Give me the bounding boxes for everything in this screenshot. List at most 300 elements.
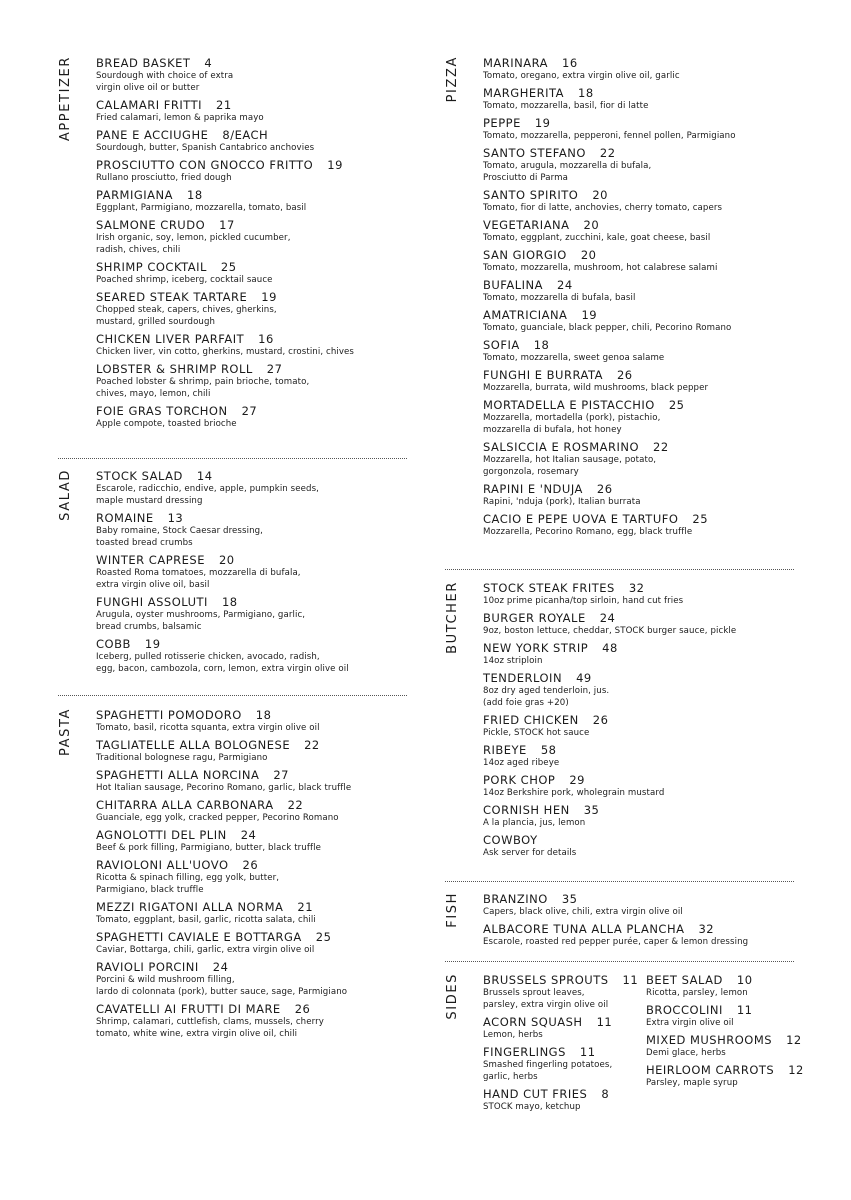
menu-item-price: 12 [788, 1063, 804, 1077]
menu-item-heading [96, 98, 416, 112]
section-butcher [445, 581, 805, 871]
section-pizza [445, 56, 805, 561]
menu-item-description: A la plancia, jus, lemon [483, 818, 586, 828]
menu-item-name: RAVIOLONI ALL'UOVO [96, 858, 229, 872]
menu-item-heading [96, 260, 416, 274]
menu-item-name: RIBEYE [483, 743, 527, 757]
menu-item [96, 56, 416, 94]
menu-item-heading [483, 116, 813, 130]
menu-item-description: Mozzarella, mortadella (pork), pistachio, mozzarella di bufala, hot honey [483, 413, 661, 435]
menu-item-heading [483, 611, 813, 625]
menu-item-price: 21 [216, 98, 232, 112]
menu-item-name: BEET SALAD [646, 973, 723, 987]
menu-item-heading [483, 892, 813, 906]
menu-item [96, 469, 416, 507]
menu-item [96, 900, 416, 926]
section-divider [58, 695, 407, 696]
menu-item [96, 260, 416, 286]
menu-item-name: SANTO STEFANO [483, 146, 586, 160]
menu-item [483, 773, 813, 799]
menu-item-heading [96, 362, 416, 376]
menu-item-description: 10oz prime picanha/top sirloin, hand cut fries [483, 596, 684, 606]
menu-item [483, 338, 813, 364]
menu-item-description: Porcini & wild mushroom filling, lardo di colonnata (pork), butter sauce, sage, Parmigiano [96, 975, 348, 997]
menu-item-price: 20 [218, 553, 235, 567]
menu-item-name: COBB [96, 637, 131, 651]
menu-item-heading [483, 440, 813, 454]
menu-item-heading [483, 581, 813, 595]
menu-item-heading [96, 511, 416, 525]
menu-item-price: 19 [327, 158, 343, 172]
menu-item-price: 48 [602, 641, 618, 655]
menu-item-description: Ask server for details [483, 848, 577, 858]
menu-item [483, 973, 648, 1011]
menu-item-heading [96, 595, 416, 609]
menu-item-price: 26 [616, 368, 633, 382]
menu-item [483, 803, 813, 829]
menu-item [483, 188, 813, 214]
section-salad [58, 469, 408, 689]
menu-item-price: 26 [294, 1002, 311, 1016]
menu-item [483, 1015, 648, 1041]
menu-item-price: 19 [581, 308, 598, 322]
menu-item-description: Tomato, eggplant, basil, garlic, ricotta salata, chili [96, 915, 316, 925]
menu-item-description: Tomato, basil, ricotta squanta, extra virgin olive oil [96, 723, 320, 733]
menu-item-description: Chicken liver, vin cotto, gherkins, mustard, crostini, chives [96, 347, 355, 357]
section-title: BUTCHER [445, 581, 460, 654]
item-list [96, 469, 416, 679]
menu-item-name: MEZZI RIGATONI ALLA NORMA [96, 900, 284, 914]
menu-item [96, 218, 416, 256]
menu-item [96, 738, 416, 764]
menu-item-heading [96, 158, 416, 172]
menu-item-name: MARGHERITA [483, 86, 564, 100]
menu-item-description: Poached shrimp, iceberg, cocktail sauce [96, 275, 273, 285]
menu-item-heading [483, 512, 813, 526]
item-list [96, 708, 416, 1044]
menu-item [96, 1002, 416, 1040]
menu-item-heading [483, 833, 813, 847]
menu-item-price: 22 [287, 798, 304, 812]
menu-item [96, 362, 416, 400]
menu-item-heading [96, 858, 416, 872]
menu-item [483, 56, 813, 82]
menu-item-price: 18 [221, 595, 238, 609]
menu-item-heading [96, 798, 416, 812]
menu-item-description: Poached lobster & shrimp, pain brioche, tomato, chives, mayo, lemon, chili [96, 377, 310, 399]
section-title: PIZZA [445, 56, 460, 103]
menu-item [96, 553, 416, 591]
menu-item-description: Beef & pork filling, Parmigiano, butter, black truffle [96, 843, 321, 853]
menu-item-name: SPAGHETTI POMODORO [96, 708, 242, 722]
section-divider [58, 458, 407, 459]
menu-item-price: 13 [167, 511, 184, 525]
menu-item [96, 290, 416, 328]
menu-item-name: BREAD BASKET [96, 56, 191, 70]
menu-item-price: 26 [592, 713, 609, 727]
menu-item [483, 641, 813, 667]
menu-item [96, 595, 416, 633]
menu-item-price: 26 [242, 858, 259, 872]
menu-item-heading [96, 708, 416, 722]
menu-item-heading [96, 900, 416, 914]
menu-item-heading [646, 1063, 811, 1077]
menu-item-description: Smashed fingerling potatoes, garlic, herbs [483, 1060, 613, 1082]
menu-item [483, 892, 813, 918]
menu-item-heading [483, 1087, 648, 1101]
menu-item [646, 1033, 811, 1059]
menu-item-price: 24 [212, 960, 229, 974]
menu-item [96, 858, 416, 896]
menu-item-name: SANTO SPIRITO [483, 188, 579, 202]
menu-item [483, 218, 813, 244]
menu-item [646, 1063, 811, 1089]
menu-item-name: SPAGHETTI CAVIALE E BOTTARGA [96, 930, 302, 944]
menu-item-price: 14 [196, 469, 213, 483]
menu-item [96, 828, 416, 854]
menu-item-description: Demi glace, herbs [646, 1048, 726, 1058]
menu-item-price: 22 [653, 440, 669, 454]
menu-item-heading [483, 368, 813, 382]
menu-item-description: Brussels sprout leaves, parsley, extra virgin olive oil [483, 988, 609, 1010]
menu-item-description: Tomato, fior di latte, anchovies, cherry tomato, capers [483, 203, 723, 213]
menu-item-name: MORTADELLA E PISTACCHIO [483, 398, 655, 412]
menu-item-description: 14oz Berkshire pork, wholegrain mustard [483, 788, 665, 798]
menu-item-name: LOBSTER & SHRIMP ROLL [96, 362, 253, 376]
menu-item-description: Capers, black olive, chili, extra virgin olive oil [483, 907, 683, 917]
menu-item-name: FOIE GRAS TORCHON [96, 404, 228, 418]
menu-item [96, 798, 416, 824]
menu-item-price: 22 [599, 146, 616, 160]
menu-item-name: FINGERLINGS [483, 1045, 566, 1059]
menu-item-description: Guanciale, egg yolk, cracked pepper, Pecorino Romano [96, 813, 339, 823]
menu-item-description: 14oz aged ribeye [483, 758, 560, 768]
menu-item-heading [483, 146, 813, 160]
section-sides [445, 973, 805, 1123]
menu-item-name: COWBOY [483, 833, 538, 847]
menu-item [483, 440, 813, 478]
menu-item [96, 128, 416, 154]
menu-item [483, 1087, 648, 1113]
menu-item-heading [96, 960, 416, 974]
menu-item-description: Lemon, herbs [483, 1030, 543, 1040]
menu-item-price: 18 [533, 338, 550, 352]
menu-item [483, 581, 813, 607]
menu-item-heading [483, 338, 813, 352]
menu-item-price: 27 [266, 362, 283, 376]
menu-item-description: Tomato, mozzarella, mushroom, hot calabrese salami [483, 263, 718, 273]
menu-item [483, 278, 813, 304]
menu-item-heading [96, 218, 416, 232]
menu-item-price: 35 [561, 892, 578, 906]
menu-item-price: 24 [599, 611, 616, 625]
section-pasta [58, 708, 408, 1068]
menu-item-description: Tomato, mozzarella, pepperoni, fennel pollen, Parmigiano [483, 131, 736, 141]
menu-item-price: 20 [592, 188, 608, 202]
menu-item-description: Mozzarella, hot Italian sausage, potato, gorgonzola, rosemary [483, 455, 657, 477]
menu-item-description: Ricotta & spinach filling, egg yolk, butter, Parmigiano, black truffle [96, 873, 280, 895]
menu-item-description: Irish organic, soy, lemon, pickled cucumber, radish, chives, chili [96, 233, 291, 255]
menu-item-name: RAPINI E 'NDUJA [483, 482, 583, 496]
menu-item-heading [646, 1033, 811, 1047]
menu-item-price: 25 [692, 512, 709, 526]
section-divider [445, 961, 794, 962]
menu-item [483, 308, 813, 334]
menu-item [96, 960, 416, 998]
menu-item-name: SALMONE CRUDO [96, 218, 206, 232]
menu-item-description: Rapini, 'nduja (pork), Italian burrata [483, 497, 641, 507]
menu-item-heading [96, 332, 416, 346]
menu-item-price: 11 [622, 973, 639, 987]
menu-item-description: Mozzarella, burrata, wild mushrooms, black pepper [483, 383, 709, 393]
menu-item-price: 18 [255, 708, 272, 722]
menu-item-price: 20 [580, 248, 597, 262]
menu-item-description: STOCK mayo, ketchup [483, 1102, 581, 1112]
menu-item-name: CHICKEN LIVER PARFAIT [96, 332, 245, 346]
menu-item-name: SOFIA [483, 338, 520, 352]
menu-item-heading [96, 56, 416, 70]
menu-item-heading [96, 1002, 416, 1016]
menu-item-heading [483, 482, 813, 496]
menu-item-description: Escarole, radicchio, endive, apple, pumpkin seeds, maple mustard dressing [96, 484, 319, 506]
menu-item-price: 26 [596, 482, 613, 496]
menu-item-price: 27 [273, 768, 289, 782]
menu-item-price: 25 [315, 930, 332, 944]
menu-item [96, 637, 416, 675]
menu-item [483, 512, 813, 538]
menu-item-heading [483, 1015, 648, 1029]
menu-item-heading [96, 768, 416, 782]
menu-item-name: FUNGHI ASSOLUTI [96, 595, 208, 609]
menu-item-description: Pickle, STOCK hot sauce [483, 728, 590, 738]
menu-item-price: 18 [187, 188, 203, 202]
menu-item-description: Sourdough with choice of extra virgin olive oil or butter [96, 71, 234, 93]
menu-item-name: CALAMARI FRITTI [96, 98, 202, 112]
menu-item-description: Escarole, roasted red pepper purée, caper & lemon dressing [483, 937, 749, 947]
menu-item-heading [96, 290, 416, 304]
menu-item-heading [483, 773, 813, 787]
menu-item-description: Tomato, oregano, extra virgin olive oil, garlic [483, 71, 680, 81]
menu-item-name: TAGLIATELLE ALLA BOLOGNESE [96, 738, 291, 752]
menu-item-heading [483, 248, 813, 262]
menu-item-price: 12 [786, 1033, 802, 1047]
menu-item-price: 19 [534, 116, 551, 130]
menu-item-price: 25 [668, 398, 685, 412]
item-list [483, 892, 813, 952]
menu-item-description: Tomato, guanciale, black pepper, chili, Pecorino Romano [483, 323, 732, 333]
menu-item-price: 32 [628, 581, 645, 595]
menu-item-description: Ricotta, parsley, lemon [646, 988, 748, 998]
menu-item-price: 27 [241, 404, 258, 418]
menu-item-price: 8 [601, 1087, 610, 1101]
menu-item-name: MARINARA [483, 56, 549, 70]
menu-item [483, 713, 813, 739]
item-list [96, 56, 416, 434]
menu-item-price: 20 [583, 218, 600, 232]
menu-item-heading [96, 128, 416, 142]
menu-item [483, 398, 813, 436]
menu-item-price: 25 [220, 260, 237, 274]
menu-item-name: PORK CHOP [483, 773, 556, 787]
menu-item-name: NEW YORK STRIP [483, 641, 589, 655]
menu-item-name: STOCK STEAK FRITES [483, 581, 615, 595]
menu-item-heading [483, 308, 813, 322]
menu-item-name: WINTER CAPRESE [96, 553, 205, 567]
menu-item-price: 32 [698, 922, 715, 936]
menu-item [96, 188, 416, 214]
menu-item-name: RAVIOLI PORCINI [96, 960, 199, 974]
menu-item-name: BURGER ROYALE [483, 611, 586, 625]
menu-item-description: Sourdough, butter, Spanish Cantabrico anchovies [96, 143, 315, 153]
menu-item-name: CORNISH HEN [483, 803, 570, 817]
menu-item-name: SALSICCIA E ROSMARINO [483, 440, 640, 454]
menu-item-name: BRUSSELS SPROUTS [483, 973, 609, 987]
menu-item [483, 116, 813, 142]
menu-item-heading [483, 713, 813, 727]
menu-item-name: ALBACORE TUNA ALLA PLANCHA [483, 922, 685, 936]
menu-item-description: 8oz dry aged tenderloin, jus. (add foie gras +20) [483, 686, 610, 708]
menu-item-heading [483, 218, 813, 232]
menu-item-price: 11 [596, 1015, 613, 1029]
menu-item-name: ROMAINE [96, 511, 154, 525]
menu-item-heading [96, 188, 416, 202]
section-title: SALAD [58, 469, 73, 521]
menu-item-name: FUNGHI E BURRATA [483, 368, 603, 382]
menu-item-description: Tomato, arugula, mozzarella di bufala, Prosciutto di Parma [483, 161, 652, 183]
menu-item [483, 146, 813, 184]
menu-item-name: STOCK SALAD [96, 469, 183, 483]
menu-item-heading [96, 828, 416, 842]
menu-item [96, 158, 416, 184]
menu-item [96, 930, 416, 956]
menu-item-description: Tomato, mozzarella di bufala, basil [483, 293, 636, 303]
menu-item-heading [483, 922, 813, 936]
menu-item [483, 86, 813, 112]
menu-item [483, 671, 813, 709]
menu-item-description: Tomato, mozzarella, basil, fior di latte [483, 101, 649, 111]
menu-item-heading [483, 398, 813, 412]
menu-item-heading [483, 671, 813, 685]
menu-item-name: BROCCOLINI [646, 1003, 723, 1017]
menu-item-name: AGNOLOTTI DEL PLIN [96, 828, 227, 842]
menu-item-name: ACORN SQUASH [483, 1015, 583, 1029]
menu-item-price: 8/EACH [222, 128, 269, 142]
menu-item-name: TENDERLOIN [483, 671, 563, 685]
menu-item-name: CHITARRA ALLA CARBONARA [96, 798, 274, 812]
menu-item [483, 611, 813, 637]
menu-item-name: BRANZINO [483, 892, 548, 906]
menu-item-name: BUFALINA [483, 278, 544, 292]
menu-item-heading [483, 973, 648, 987]
menu-item [646, 973, 811, 999]
section-divider [445, 569, 794, 570]
menu-item-name: MIXED MUSHROOMS [646, 1033, 773, 1047]
menu-item-heading [483, 1045, 648, 1059]
menu-item-description: 9oz, boston lettuce, cheddar, STOCK burger sauce, pickle [483, 626, 737, 636]
menu-item-price: 19 [144, 637, 161, 651]
menu-item-name: AMATRICIANA [483, 308, 568, 322]
menu-item-heading [483, 743, 813, 757]
menu-item-description: Hot Italian sausage, Pecorino Romano, garlic, black truffle [96, 783, 352, 793]
menu-item [96, 708, 416, 734]
menu-item-heading [483, 641, 813, 655]
section-fish [445, 892, 805, 952]
menu-item-name: PANE E ACCIUGHE [96, 128, 209, 142]
menu-item-description: Baby romaine, Stock Caesar dressing, toasted bread crumbs [96, 526, 263, 548]
menu-item [483, 482, 813, 508]
menu-item-price: 4 [204, 56, 213, 70]
menu-item-description: Chopped steak, capers, chives, gherkins, mustard, grilled sourdough [96, 305, 277, 327]
menu-item-price: 18 [578, 86, 594, 100]
menu-item-heading [483, 803, 813, 817]
menu-item-name: VEGETARIANA [483, 218, 570, 232]
menu-item [483, 922, 813, 948]
sides-left-list [483, 973, 648, 1117]
menu-item [483, 743, 813, 769]
menu-item-price: 10 [736, 973, 753, 987]
menu-item-description: Parsley, maple syrup [646, 1078, 738, 1088]
menu-item-name: SPAGHETTI ALLA NORCINA [96, 768, 260, 782]
menu-item-description: Tomato, mozzarella, sweet genoa salame [483, 353, 665, 363]
menu-item [646, 1003, 811, 1029]
sides-right-list [646, 973, 811, 1093]
menu-item-heading [96, 404, 416, 418]
menu-item [483, 833, 813, 859]
item-list [483, 56, 813, 542]
menu-item-heading [96, 469, 416, 483]
section-title: FISH [445, 892, 460, 928]
menu-item-description: 14oz striploin [483, 656, 543, 666]
menu-item-name: SHRIMP COCKTAIL [96, 260, 207, 274]
menu-item-price: 35 [583, 803, 600, 817]
menu-item [483, 1045, 648, 1083]
menu-item-heading [96, 637, 416, 651]
section-title: SIDES [445, 973, 460, 1020]
menu-item-description: Roasted Roma tomatoes, mozzarella di bufala, extra virgin olive oil, basil [96, 568, 301, 590]
menu-item [96, 98, 416, 124]
menu-item-description: Rullano prosciutto, fried dough [96, 173, 232, 183]
menu-item-price: 16 [258, 332, 274, 346]
menu-item-heading [483, 56, 813, 70]
menu-item-price: 11 [579, 1045, 596, 1059]
menu-item-name: FRIED CHICKEN [483, 713, 579, 727]
menu-item-price: 21 [297, 900, 314, 914]
menu-item-price: 22 [304, 738, 320, 752]
menu-item-name: CAVATELLI AI FRUTTI DI MARE [96, 1002, 281, 1016]
menu-item-price: 17 [219, 218, 235, 232]
section-title: PASTA [58, 708, 73, 756]
menu-item-heading [96, 553, 416, 567]
menu-item-heading [483, 278, 813, 292]
section-appetizer [58, 56, 408, 451]
menu-item [96, 404, 416, 430]
menu-item-name: SAN GIORGIO [483, 248, 567, 262]
menu-item [96, 768, 416, 794]
menu-item-name: SEARED STEAK TARTARE [96, 290, 248, 304]
menu-item-name: HEIRLOOM CARROTS [646, 1063, 775, 1077]
section-divider [445, 881, 794, 882]
menu-item-description: Traditional bolognese ragu, Parmigiano [96, 753, 268, 763]
section-title: APPETIZER [58, 56, 73, 142]
menu-item-name: CACIO E PEPE UOVA E TARTUFO [483, 512, 679, 526]
menu-item-name: PARMIGIANA [96, 188, 174, 202]
menu-item-heading [646, 973, 811, 987]
menu-item-price: 24 [557, 278, 573, 292]
menu-item-description: Extra virgin olive oil [646, 1018, 734, 1028]
menu-item [483, 368, 813, 394]
menu-item-heading [96, 930, 416, 944]
menu-item-price: 19 [261, 290, 277, 304]
